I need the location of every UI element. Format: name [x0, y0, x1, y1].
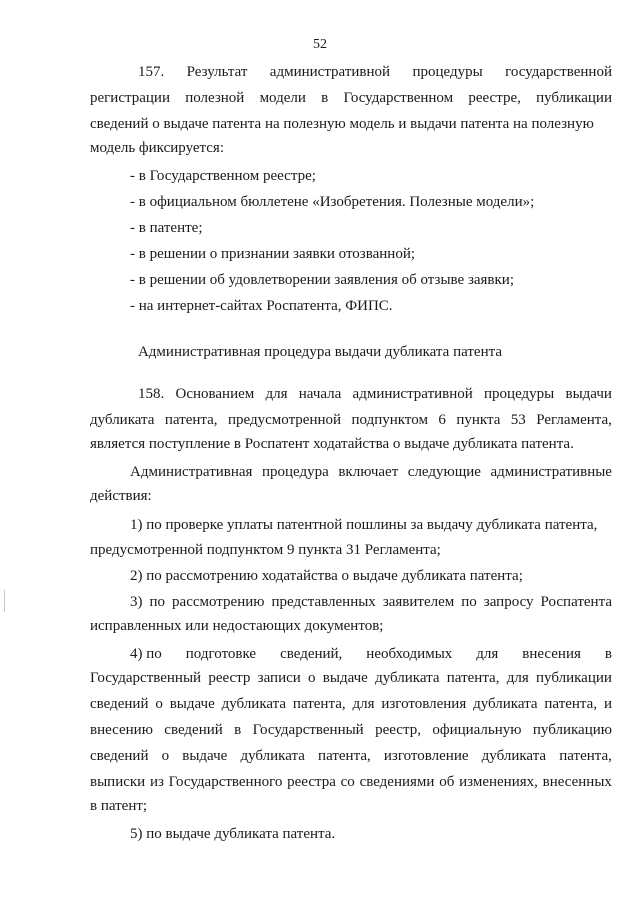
action-1-line-1: 1) по проверке уплаты патентной пошлины за выдачу дубликата патента, [130, 517, 598, 533]
word: для [476, 646, 499, 662]
word: патента, [318, 748, 371, 764]
action-2: 2) по рассмотрению ходатайства о выдаче дубликата патента; [130, 568, 523, 584]
word: изменениях, [459, 774, 538, 790]
s157-item-4: - в решении о признании заявки отозванной; [130, 246, 416, 262]
s158-line-1 [138, 384, 612, 404]
word: дубликата [473, 696, 538, 712]
action-3-line-1 [130, 592, 612, 612]
s157-line-4: модель фиксируется: [90, 140, 224, 156]
word: реестр, [375, 722, 421, 738]
action-4-line-5 [90, 746, 612, 766]
word: модели [259, 90, 306, 106]
s157-item-2: - в официальном бюллетене «Изобретения. Полезные модели»; [130, 194, 535, 210]
word: Результат [186, 64, 248, 80]
word: 53 [510, 412, 526, 428]
word: представленных [271, 594, 376, 610]
word: дубликата [481, 748, 547, 764]
word: публикацию [532, 722, 612, 738]
word: пункта [456, 412, 501, 428]
word: выдаче [169, 696, 215, 712]
s158-p2-line-1 [130, 462, 612, 482]
s157-line-2 [90, 88, 612, 108]
word: Государственный [252, 722, 364, 738]
action-4-line-4 [90, 720, 612, 740]
action-1-line-2: предусмотренной подпунктом 9 пункта 31 Регламента; [90, 542, 441, 558]
word: процедура [262, 464, 329, 480]
word: сведений, [280, 646, 343, 662]
word: 6 [438, 412, 446, 428]
word: Регламента, [536, 412, 612, 428]
s157-item-5: - в решении об удовлетворении заявления об отзыве заявки; [130, 272, 514, 288]
word: дубликата [240, 748, 305, 764]
page-number: 52 [313, 37, 327, 52]
word: о [161, 748, 170, 764]
word: для [265, 386, 288, 402]
s157-item-6: - на интернет-сайтах Роспатента, ФИПС. [130, 298, 393, 314]
word: в [604, 646, 612, 662]
word: дубликата [90, 412, 155, 428]
word: по [149, 594, 166, 610]
s157-item-1: - в Государственном реестре; [130, 168, 316, 184]
word: Административная [130, 464, 253, 480]
word: подготовке [185, 646, 257, 662]
word: 158. [138, 386, 165, 402]
word: со [340, 774, 355, 790]
word: сведений [164, 722, 223, 738]
word: дубликата [221, 696, 287, 712]
word: включает [338, 464, 399, 480]
word: полезной [185, 90, 245, 106]
word: для [506, 670, 529, 686]
word: административной [352, 386, 473, 402]
word: о [308, 670, 316, 686]
word: в [234, 722, 242, 738]
action-4-line-6 [90, 772, 612, 792]
word: выписки [90, 774, 146, 790]
word: административные [490, 464, 612, 480]
word: Государственный [90, 670, 202, 686]
action-3-line-2: исправленных или недостающих документов; [90, 618, 384, 634]
s157-line-1 [138, 62, 612, 82]
word: официальную [432, 722, 522, 738]
word: Государственном [343, 90, 454, 106]
word: регистрации [90, 90, 170, 106]
word: патента, [292, 696, 346, 712]
word: процедуры [412, 64, 483, 80]
section-heading: Административная процедура выдачи дубликата патента [137, 344, 503, 360]
word: Роспатента [540, 594, 612, 610]
word: внесения [522, 646, 581, 662]
word: 3) [130, 594, 143, 610]
scan-artifact [4, 590, 5, 612]
word: сведениями [359, 774, 435, 790]
word: и [603, 696, 612, 712]
word: административной [269, 64, 391, 80]
word: об [439, 774, 455, 790]
word: рассмотрению [172, 594, 265, 610]
word: Основанием [175, 386, 255, 402]
word: дубликата [375, 670, 440, 686]
word: патента, [559, 748, 612, 764]
s158-line-2 [90, 410, 612, 430]
action-4-line-7: в патент; [90, 798, 148, 814]
word: сведений [90, 696, 149, 712]
word: внесению [90, 722, 153, 738]
word: реестра [287, 774, 336, 790]
word: внесенных [542, 774, 612, 790]
word: патента, [446, 670, 500, 686]
word: патента, [164, 412, 218, 428]
word: записи [257, 670, 301, 686]
word: реестр [208, 670, 251, 686]
s157-line-3: сведений о выдаче патента на полезную модель и выдачи патента на полезную [90, 116, 594, 132]
word: изготовление [383, 748, 469, 764]
action-5: 5) по выдаче дубликата патента. [130, 826, 336, 842]
word: предусмотренной [228, 412, 342, 428]
s158-p2-line-2: действия: [90, 488, 152, 504]
word: публикации [536, 670, 612, 686]
action-4-line-2 [90, 668, 612, 688]
word: для [352, 696, 375, 712]
word: публикации [536, 90, 612, 106]
word: запросу [483, 594, 534, 610]
word: государственной [505, 64, 612, 80]
word: выдаче [182, 748, 228, 764]
word: необходимых [366, 646, 453, 662]
word: подпунктом [351, 412, 428, 428]
word: следующие [407, 464, 481, 480]
word: сведений [90, 748, 149, 764]
word: начала [298, 386, 342, 402]
word: процедуры [484, 386, 555, 402]
action-4-line-1 [130, 644, 612, 664]
word: изготовления [381, 696, 467, 712]
word: выдачи [565, 386, 612, 402]
s157-item-3: - в патенте; [130, 220, 203, 236]
word: реестре, [468, 90, 521, 106]
word: 4) по [130, 646, 162, 662]
word: выдаче [322, 670, 368, 686]
word: в [321, 90, 329, 106]
word: Государственного [168, 774, 283, 790]
s158-line-3: является поступление в Роспатент ходатайства о выдаче дубликата патента. [90, 436, 574, 452]
word: по [461, 594, 477, 610]
word: заявителем [382, 594, 455, 610]
word: патента, [544, 696, 598, 712]
word: о [155, 696, 163, 712]
word: 157. [138, 64, 165, 80]
word: из [149, 774, 164, 790]
action-4-line-3 [90, 694, 612, 714]
